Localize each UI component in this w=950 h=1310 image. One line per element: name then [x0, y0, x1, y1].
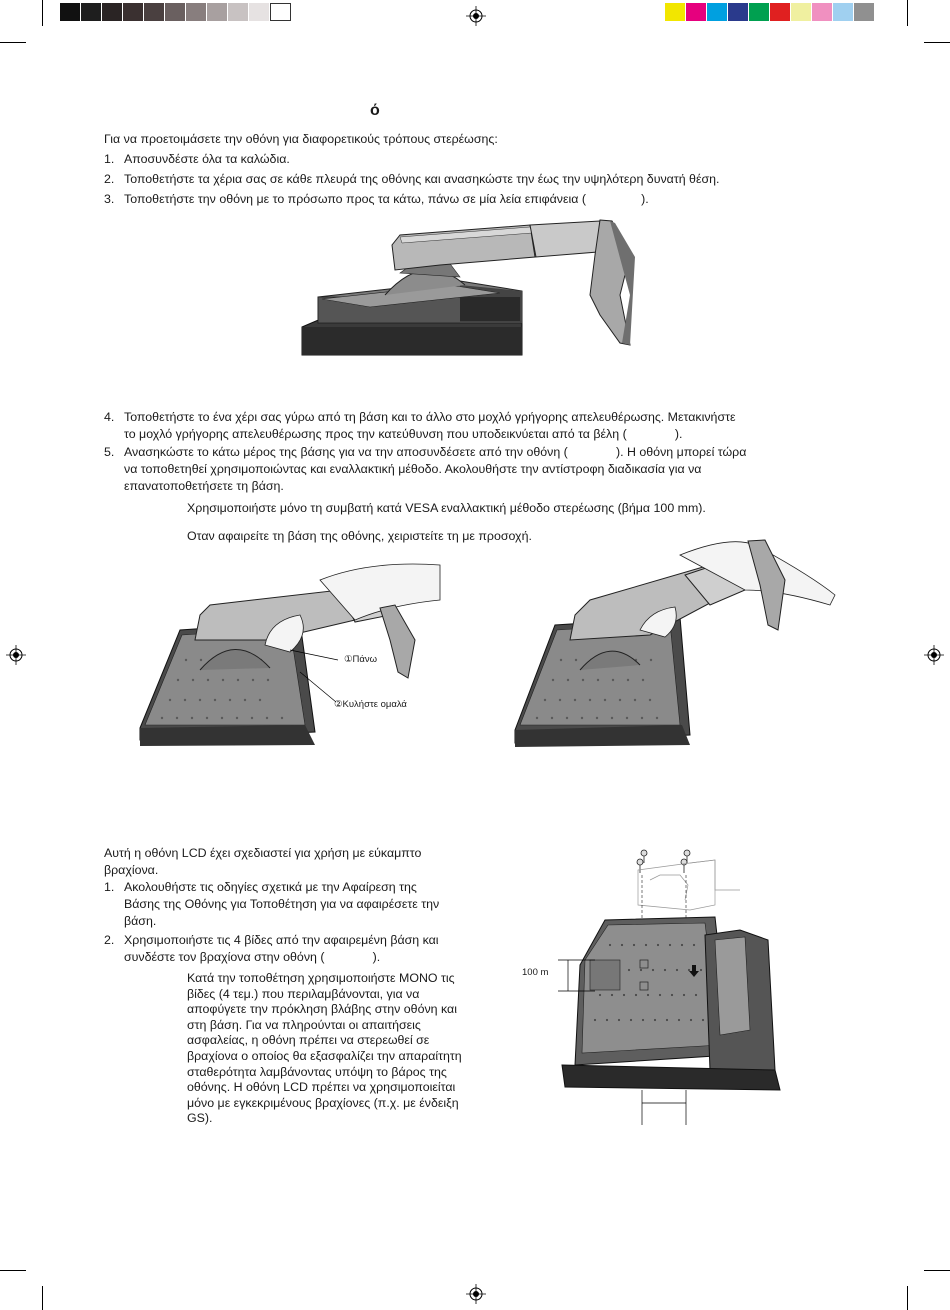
caution-line: GS). [187, 1111, 213, 1126]
step-text: Αποσυνδέστε όλα τα καλώδια. [124, 152, 290, 166]
caution-note: Οταν αφαιρείτε τη βάση της οθόνης, χειριστείτε τη με προσοχή. [187, 529, 532, 543]
registration-target-icon [6, 645, 26, 665]
gray-swatch [186, 3, 207, 21]
vesa-note: Χρησιμοποιήστε μόνο τη συμβατή κατά VESA εναλλακτική μέθοδο στερέωσης (βήμα 100 mm). [187, 501, 706, 515]
gray-swatch [144, 3, 165, 21]
caution-line: βραχίονα ο οποίος θα εξασφαλίζει την απαραίτητη [187, 1048, 462, 1063]
step-number: 1. [104, 152, 115, 166]
step-number: 5. [104, 445, 115, 459]
gray-swatch [60, 3, 81, 21]
crop-mark [907, 1286, 908, 1310]
crop-mark [0, 1270, 26, 1271]
gray-swatch [123, 3, 144, 21]
step-text-continued: επανατοποθετήσετε τη βάση. [124, 479, 284, 493]
step-text: Τοποθετήστε το ένα χέρι σας γύρω από τη βάση και το άλλο στο μοχλό γρήγορης απελευθέρωσης. Μετακινήστε [124, 410, 736, 424]
caution-line: βίδες (4 τεμ.) που περιλαμβάνονται, για να [187, 986, 420, 1001]
color-swatch [728, 3, 749, 21]
color-swatch [749, 3, 770, 21]
figure-label-slide: ②Κυλήστε ομαλά [334, 699, 407, 710]
section-intro: Αυτή η οθόνη LCD έχει σχεδιαστεί για χρήση με εύκαμπτο [104, 846, 422, 860]
step-text-continued: το μοχλό γρήγορης απελευθέρωσης προς την κατεύθυνση που υποδεικνύεται από τα βέλη ( ). [124, 427, 683, 441]
caution-line: στη βάση. Για να πληρούνται οι απαιτήσεις [187, 1017, 421, 1032]
color-swatch [833, 3, 854, 21]
registration-target-icon [466, 1284, 486, 1304]
gray-swatch [102, 3, 123, 21]
crop-mark [0, 42, 26, 43]
crop-mark [42, 1286, 43, 1310]
registration-target-icon [466, 6, 486, 26]
step-text-continued: Βάσης της Οθόνης για Τοποθέτηση για να αφαιρέσετε την [124, 897, 440, 911]
arm-mount-figure [540, 845, 790, 1125]
step-text-continued: να τοποθετηθεί χρησιμοποιώντας και εναλλακτική μέθοδο. Ακολουθήστε την αντίστροφη διαδικασία για να [124, 462, 702, 476]
caution-line: ασφαλείας, η οθόνη πρέπει να στερεωθεί σε [187, 1033, 430, 1048]
caution-line: αποφύγετε την πρόκληση βλάβης στην οθόνη και [187, 1002, 457, 1017]
color-swatch [686, 3, 707, 21]
stand-removal-figure-left [140, 560, 440, 750]
color-swatch [707, 3, 728, 21]
step-text: Ακολουθήστε τις οδηγίες σχετικά με την Αφαίρεση της [124, 880, 417, 894]
color-swatch [665, 3, 686, 21]
step-number: 2. [104, 933, 115, 947]
crop-mark [924, 1270, 950, 1271]
monitor-face-down-figure [300, 215, 660, 360]
step-text-continued: συνδέστε τον βραχίονα στην οθόνη ( ). [124, 950, 381, 964]
step-text-continued: βάση. [124, 914, 157, 928]
color-swatch [791, 3, 812, 21]
step-text: Τοποθετήστε τα χέρια σας σε κάθε πλευρά της οθόνης και ανασηκώστε την έως την υψηλότερη δυνατή θέση. [124, 172, 720, 186]
caution-line: Κατά την τοποθέτηση χρησιμοποιήστε ΜΟΝΟ τις [187, 971, 455, 985]
gray-swatch [249, 3, 270, 21]
color-swatch [770, 3, 791, 21]
gray-swatch [207, 3, 228, 21]
gray-swatch [228, 3, 249, 21]
gray-swatch [270, 3, 291, 21]
crop-mark [924, 42, 950, 43]
caution-line: μόνο με εγκεκριμένους βραχίονες (π.χ. με ένδειξη [187, 1095, 459, 1110]
caution-line: σταθερότητα λαμβάνοντας υπόψη το βάρος της [187, 1064, 447, 1079]
crop-mark [907, 0, 908, 26]
registration-target-icon [924, 645, 944, 665]
stand-removal-figure-right [510, 535, 840, 750]
dimension-label: 100 m [522, 967, 549, 978]
step-number: 4. [104, 410, 115, 424]
color-swatch [812, 3, 833, 21]
color-swatch [854, 3, 875, 21]
section-intro: βραχίονα. [104, 863, 159, 877]
step-number: 2. [104, 172, 115, 186]
section-intro: Για να προετοιμάσετε την οθόνη για διαφορετικούς τρόπους στερέωσης: [104, 132, 498, 146]
gray-color-bar [60, 3, 291, 21]
figure-label-up: ①Πάνω [344, 654, 378, 665]
section-heading: ό [370, 102, 380, 119]
gray-swatch [81, 3, 102, 21]
step-text: Τοποθετήστε την οθόνη με το πρόσωπο προς τα κάτω, πάνω σε μία λεία επιφάνεια ( ). [124, 192, 649, 206]
process-color-bar [665, 3, 875, 21]
step-text: Ανασηκώστε το κάτω μέρος της βάσης για να την αποσυνδέσετε από την οθόνη ( ). Η οθόνη μπορεί τώρα [124, 445, 747, 459]
crop-mark [42, 0, 43, 26]
step-number: 3. [104, 192, 115, 206]
caution-line: οθόνης. Η οθόνη LCD πρέπει να χρησιμοποιείται [187, 1080, 456, 1095]
gray-swatch [165, 3, 186, 21]
caution-text [187, 971, 517, 1127]
step-text: Χρησιμοποιήστε τις 4 βίδες από την αφαιρεμένη βάση και [124, 933, 439, 947]
step-number: 1. [104, 880, 115, 894]
